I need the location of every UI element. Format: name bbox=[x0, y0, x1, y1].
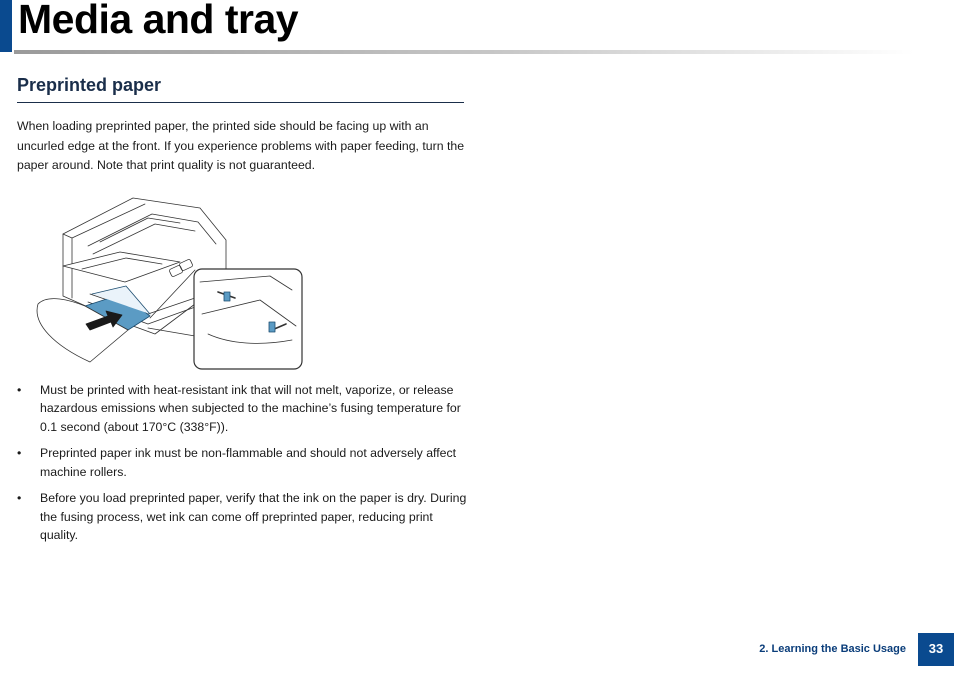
list-item-text: Must be printed with heat-resistant ink that will not melt, vaporize, or release hazardous emissions when subjected to the machine’s fusing temperature for 0.1 second (about 170°C (338°F)). bbox=[40, 383, 461, 434]
list-item bbox=[17, 381, 467, 436]
list-item bbox=[17, 444, 467, 481]
bullet-dot: • bbox=[17, 491, 22, 506]
list-item-text: Before you load preprinted paper, verify that the ink on the paper is dry. During the fusing process, wet ink can come off preprinted paper, reducing print quality. bbox=[40, 491, 467, 543]
title-accent-bar bbox=[0, 0, 12, 52]
intro-paragraph: When loading preprinted paper, the printed side should be facing up with an uncurled edge at the front. If you experience problems with paper feeding, turn the paper around. Note that print quality is not guaranteed. bbox=[17, 119, 465, 172]
section-divider bbox=[17, 102, 464, 103]
bullet-dot: • bbox=[17, 446, 22, 461]
title-divider bbox=[14, 50, 914, 54]
page-number: 33 bbox=[918, 633, 954, 666]
list-item-text: Preprinted paper ink must be non-flammable and should not adversely affect machine rollers. bbox=[40, 446, 457, 479]
bullet-dot: • bbox=[17, 383, 22, 397]
list-item bbox=[17, 489, 467, 544]
requirements-list bbox=[17, 381, 467, 553]
section-heading: Preprinted paper bbox=[17, 75, 162, 95]
page-title: Media and tray bbox=[18, 0, 299, 42]
printer-loading-paper-illustration bbox=[30, 194, 305, 374]
chapter-label: 2. Learning the Basic Usage bbox=[759, 643, 906, 655]
